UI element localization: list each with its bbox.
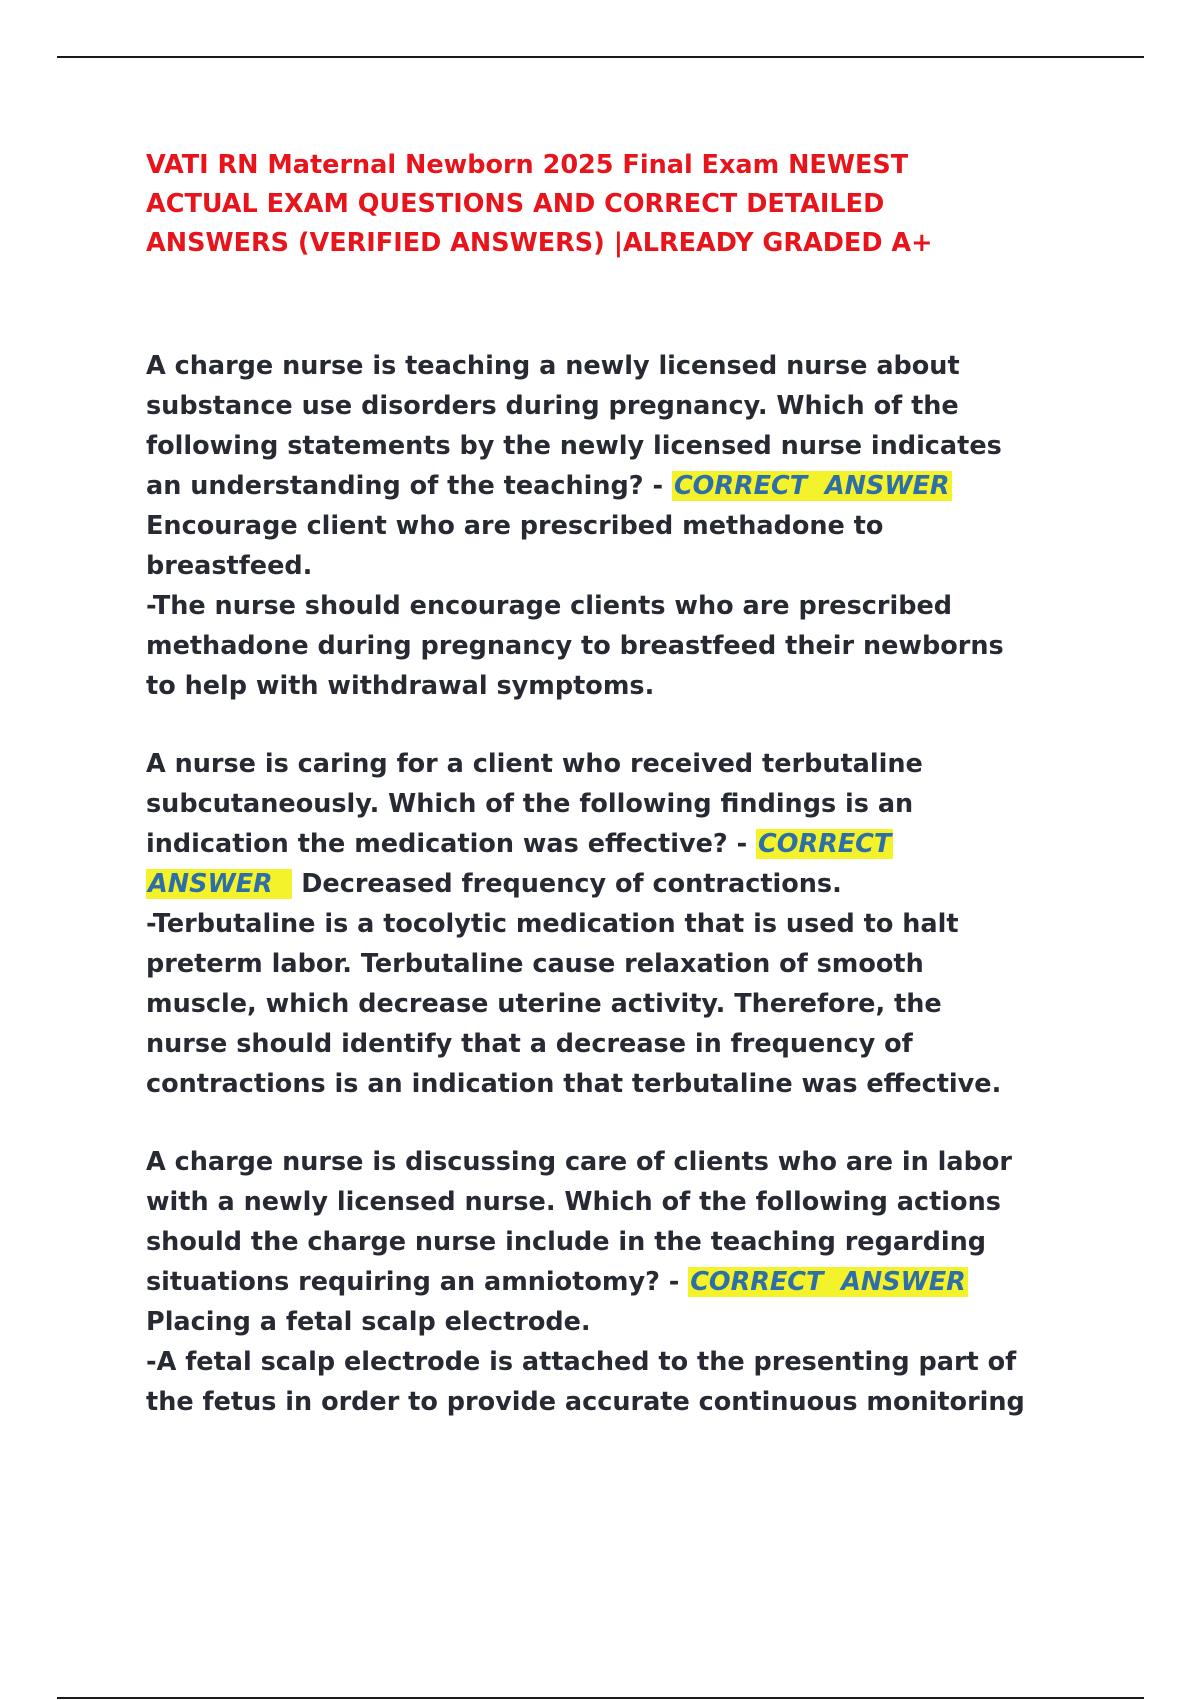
question-text: A nurse is caring for a client who received terbutaline bbox=[146, 749, 923, 779]
question-text: A charge nurse is teaching a newly licensed nurse about bbox=[146, 351, 960, 381]
rationale-text: -The nurse should encourage clients who are prescribed bbox=[146, 591, 953, 621]
title-line: VATI RN Maternal Newborn 2025 Final Exam NEWEST bbox=[146, 150, 909, 180]
question-text: following statements by the newly licensed nurse indicates bbox=[146, 431, 1002, 461]
correct-answer-label-part2: ANSWER bbox=[148, 869, 291, 899]
title-line: ANSWERS (VERIFIED ANSWERS) |ALREADY GRADED A+ bbox=[146, 228, 933, 258]
rationale-text: preterm labor. Terbutaline cause relaxation of smooth bbox=[146, 949, 924, 979]
question-tail: situations requiring an amniotomy? - bbox=[146, 1267, 689, 1297]
answer-text: breastfeed. bbox=[146, 551, 313, 581]
rationale-text: nurse should identify that a decrease in frequency of bbox=[146, 1029, 913, 1059]
top-rule bbox=[57, 56, 1144, 58]
question-text: with a newly licensed nurse. Which of the following actions bbox=[146, 1187, 1001, 1217]
answer-line bbox=[146, 864, 1146, 904]
rationale-text: -A fetal scalp electrode is attached to the presenting part of bbox=[146, 1347, 1017, 1377]
question-tail: indication the medication was effective? - bbox=[146, 829, 757, 859]
correct-answer-label: CORRECT ANSWER bbox=[690, 1267, 966, 1297]
question-text-line bbox=[146, 824, 1146, 864]
correct-answer-label: CORRECT ANSWER bbox=[673, 471, 950, 501]
question-text-line bbox=[146, 466, 1146, 506]
question-text-line bbox=[146, 1262, 1146, 1302]
rationale-text: the fetus in order to provide accurate continuous monitoring bbox=[146, 1387, 1025, 1417]
question-tail: an understanding of the teaching? - bbox=[146, 471, 672, 501]
question-list bbox=[146, 346, 1146, 1460]
question-block bbox=[146, 744, 1146, 1104]
answer-text: Encourage client who are prescribed methadone to bbox=[146, 511, 884, 541]
question-block bbox=[146, 1142, 1146, 1422]
rationale-text: -Terbutaline is a tocolytic medication that is used to halt bbox=[146, 909, 959, 939]
rationale-text: muscle, which decrease uterine activity. Therefore, the bbox=[146, 989, 942, 1019]
question-text: should the charge nurse include in the teaching regarding bbox=[146, 1227, 987, 1257]
rationale-text: to help with withdrawal symptoms. bbox=[146, 671, 655, 701]
bottom-rule bbox=[57, 1697, 1144, 1699]
answer-text: Decreased frequency of contractions. bbox=[292, 869, 842, 899]
title-line: ACTUAL EXAM QUESTIONS AND CORRECT DETAILED bbox=[146, 189, 885, 219]
answer-text: Placing a fetal scalp electrode. bbox=[146, 1307, 591, 1337]
rationale-text: methadone during pregnancy to breastfeed their newborns bbox=[146, 631, 1004, 661]
question-text: A charge nurse is discussing care of clients who are in labor bbox=[146, 1147, 1012, 1177]
document-title bbox=[146, 146, 1106, 263]
correct-answer-label-part1: CORRECT bbox=[758, 829, 892, 859]
question-block bbox=[146, 346, 1146, 706]
rationale-text: contractions is an indication that terbutaline was effective. bbox=[146, 1069, 1002, 1099]
question-text: substance use disorders during pregnancy. Which of the bbox=[146, 391, 959, 421]
question-text: subcutaneously. Which of the following findings is an bbox=[146, 789, 914, 819]
